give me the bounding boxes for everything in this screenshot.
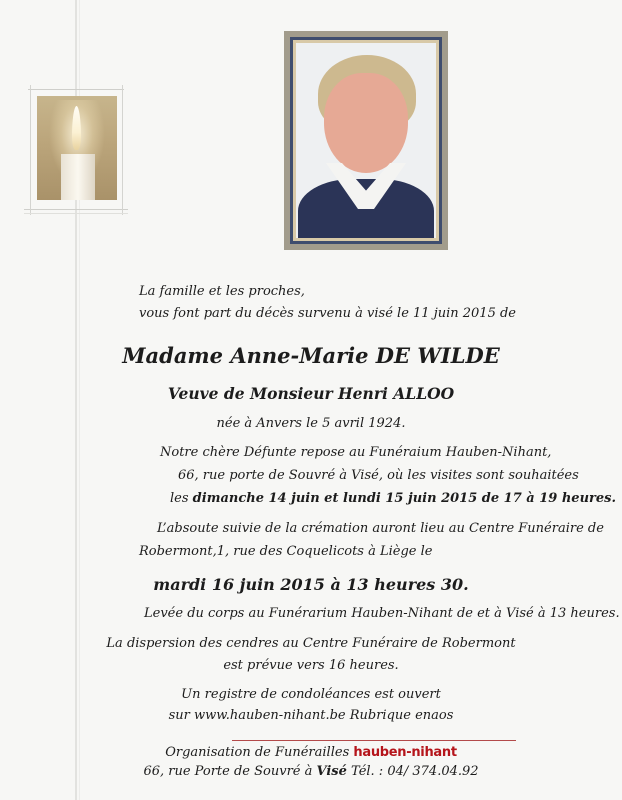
footer-divider: [232, 740, 516, 741]
footer-address-prefix: 66, rue Porte de Souvré à: [143, 764, 313, 779]
intro-line-2: vous font part du décès survenu à visé le 11 juin 2015 de: [139, 306, 516, 321]
candle-icon: [37, 96, 117, 200]
birth-line: née à Anvers le 5 avril 1924.: [216, 416, 406, 431]
footer-org-prefix: Organisation de Funérailles: [165, 745, 350, 760]
registre-line-1: Un registre de condoléances est ouvert: [181, 687, 441, 702]
brand-logo: hauben-nihant: [353, 745, 457, 760]
visits-dates: dimanche 14 juin et lundi 15 juin 2015 de 17 à 19 heures.: [192, 491, 616, 506]
footer-address-city: Visé: [316, 764, 347, 779]
dispersion-line-1: La dispersion des cendres au Centre Funéraire de Robermont: [106, 636, 516, 651]
widow-line: Veuve de Monsieur Henri ALLOO: [167, 384, 455, 403]
absoute-line-1: L’absoute suivie de la crémation auront lieu au Centre Funéraire de: [157, 521, 604, 536]
registre-line-2: sur www.hauben-nihant.be Rubrique enaos: [168, 708, 454, 723]
footer-org: [0, 744, 622, 761]
intro-line-1: La famille et les proches,: [139, 284, 305, 299]
visits-line-3-prefix: les: [170, 491, 189, 506]
portrait-photo: [296, 43, 436, 238]
visits-line-2: 66, rue porte de Souvré à Visé, où les visites sont souhaitées: [178, 468, 579, 483]
visits-line-3: [170, 490, 616, 507]
deceased-name: Madame Anne-Marie DE WILDE: [122, 343, 500, 368]
footer-phone: Tél. : 04/ 374.04.92: [351, 764, 479, 779]
ceremony-date: mardi 16 juin 2015 à 13 heures 30.: [153, 575, 469, 594]
footer-address: [0, 763, 622, 780]
dispersion-line-2: est prévue vers 16 heures.: [223, 658, 399, 673]
absoute-line-2: Robermont,1, rue des Coquelicots à Liège le: [139, 544, 433, 559]
levee-line: Levée du corps au Funérarium Hauben-Nihant de et à Visé à 13 heures.: [144, 606, 620, 621]
visits-line-1: Notre chère Défunte repose au Funéraium Hauben-Nihant,: [160, 445, 552, 460]
